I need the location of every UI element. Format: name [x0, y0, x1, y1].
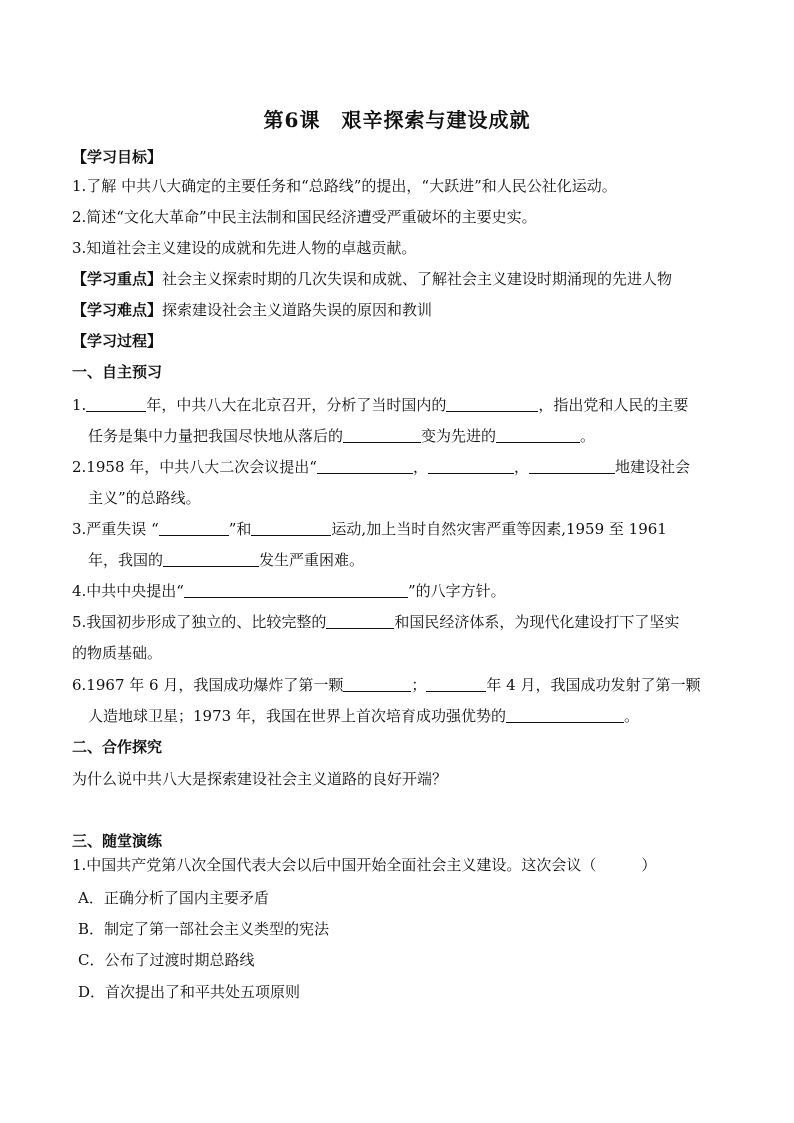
text-fragment: 地建设社会 — [614, 458, 690, 476]
fill-blank[interactable] — [184, 580, 408, 598]
text-fragment: ，指出党和人民的主要 — [538, 396, 689, 414]
text-fragment: ， — [513, 458, 529, 476]
fill-blank[interactable] — [506, 705, 624, 723]
cooperation-heading: 二、合作探究 — [72, 738, 163, 756]
goal-item-1: 1.了解 中共八大确定的主要任务和“总路线”的提出，“大跃进”和人民公社化运动。 — [72, 177, 617, 195]
text-fragment: 4.中共中央提出“ — [72, 582, 184, 600]
text-fragment: 年，中共八大在北京召开，分析了当时国内的 — [146, 396, 447, 414]
text-fragment: 人造地球卫星；1973 年，我国在世界上首次培育成功强优势的 — [88, 707, 506, 725]
fill-blank[interactable] — [446, 394, 538, 412]
text-fragment: 年 4 月，我国成功发射了第一颗 — [486, 676, 701, 694]
text-fragment: 6.1967 年 6 月，我国成功爆炸了第一颗 — [72, 676, 344, 694]
fill-blank[interactable] — [163, 549, 259, 567]
text-fragment: 3.严重失误 “ — [72, 520, 159, 538]
text-fragment: 运动,加上当时自然灾害严重等因素,1959 至 1961 — [331, 520, 667, 538]
text-fragment: ， — [412, 458, 428, 476]
difficult-points — [72, 298, 732, 322]
question-6-line-2 — [88, 704, 748, 728]
goals-heading: 【学习目标】 — [72, 148, 163, 166]
fill-blank[interactable] — [343, 674, 411, 692]
difficult-points-label: 【学习难点】 — [72, 301, 163, 319]
question-5-line-1 — [72, 610, 732, 634]
cooperation-question: 为什么说中共八大是探索建设社会主义道路的良好开端？ — [72, 770, 448, 788]
text-fragment: 和国民经济体系，为现代化建设打下了坚实 — [394, 613, 680, 631]
question-4 — [72, 579, 732, 603]
question-1-line-2 — [88, 424, 748, 448]
key-points-text: 社会主义探索时期的几次失误和成就、了解社会主义建设时期涌现的先进人物 — [162, 270, 673, 288]
text-fragment: ”的八字方针。 — [407, 582, 506, 600]
fill-blank[interactable] — [529, 456, 615, 474]
fill-blank[interactable] — [317, 456, 413, 474]
process-heading: 【学习过程】 — [72, 332, 163, 350]
option-d[interactable]: D．首次提出了和平共处五项原则 — [78, 983, 301, 1001]
option-b[interactable]: B．制定了第一部社会主义类型的宪法 — [78, 920, 330, 938]
question-5-line-2: 的物质基础。 — [72, 644, 163, 662]
key-points — [72, 267, 732, 291]
practice-heading: 三、随堂演练 — [72, 832, 163, 850]
fill-blank[interactable] — [426, 674, 486, 692]
question-6-line-1 — [72, 673, 732, 697]
question-3-line-1 — [72, 517, 732, 541]
fill-blank[interactable] — [428, 456, 514, 474]
goal-item-3: 3.知道社会主义建设的成就和先进人物的卓越贡献。 — [72, 239, 417, 257]
key-points-label: 【学习重点】 — [72, 270, 163, 288]
goal-item-2: 2.简述“文化大革命”中民主法制和国民经济遭受严重破坏的主要史实。 — [72, 208, 537, 226]
question-2-line-1 — [72, 455, 732, 479]
fill-blank[interactable] — [86, 394, 146, 412]
text-fragment: 任务是集中力量把我国尽快地从落后的 — [88, 427, 344, 445]
text-fragment: ”和 — [228, 520, 252, 538]
text-fragment: 变为先进的 — [421, 427, 497, 445]
text-fragment: 。 — [623, 707, 639, 725]
fill-blank[interactable] — [343, 425, 421, 443]
text-fragment: ； — [411, 676, 427, 694]
text-fragment: 1. — [72, 396, 87, 414]
fill-blank[interactable] — [159, 518, 229, 536]
text-fragment: 5.我国初步形成了独立的、比较完整的 — [72, 613, 327, 631]
option-c[interactable]: C．公布了过渡时期总路线 — [78, 951, 255, 969]
question-2-line-2: 主义”的总路线。 — [88, 489, 201, 507]
question-3-line-2 — [88, 548, 748, 572]
question-1-line-1 — [72, 393, 732, 417]
text-fragment: 发生严重困难。 — [259, 551, 365, 569]
text-fragment: 。 — [580, 427, 596, 445]
lesson-title: 第6课 艰辛探索与建设成就 — [263, 108, 531, 132]
fill-blank[interactable] — [251, 518, 331, 536]
fill-blank[interactable] — [326, 611, 394, 629]
difficult-points-text: 探索建设社会主义道路失误的原因和教训 — [162, 301, 433, 319]
text-fragment: 年，我国的 — [88, 551, 164, 569]
text-fragment: 2.1958 年，中共八大二次会议提出“ — [72, 458, 317, 476]
self-study-heading: 一、自主预习 — [72, 363, 163, 381]
practice-question-1: 1.中国共产党第八次全国代表大会以后中国开始全面社会主义建设。这次会议（ ） — [72, 856, 657, 874]
option-a[interactable]: A．正确分析了国内主要矛盾 — [78, 889, 269, 907]
fill-blank[interactable] — [496, 425, 580, 443]
